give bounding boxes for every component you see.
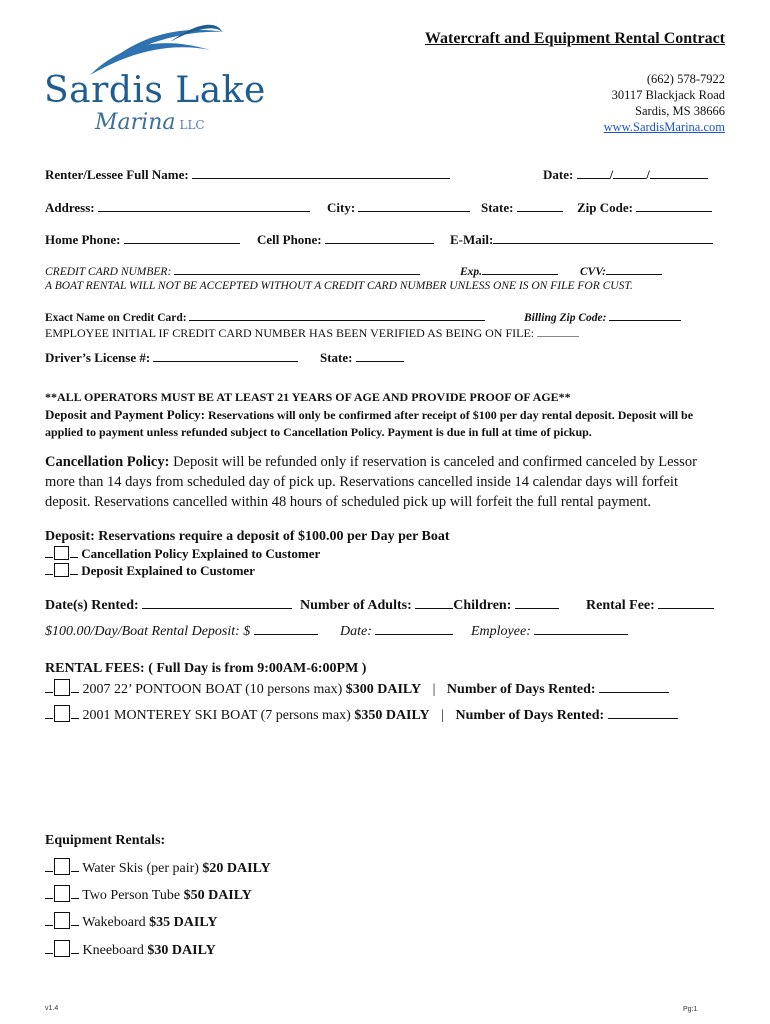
employee-initial-field[interactable] [537,326,579,337]
card-number-label: CREDIT CARD NUMBER: [45,266,172,278]
deposit-amount-label: $100.00/Day/Boat Rental Deposit: $ [45,624,251,639]
home-phone-label: Home Phone: [45,232,121,247]
deposit-check-row-1 [45,546,320,562]
license-label: Driver’s License #: [45,350,151,365]
pontoon-checkbox[interactable] [54,679,70,696]
deposit-date-row [340,622,453,640]
header-street: 30117 Blackjack Road [611,88,725,102]
credit-warning: A BOAT RENTAL WILL NOT BE ACCEPTED WITHOUT A CREDIT CARD NUMBER UNLESS ONE IS ON FILE FOR CUST. [45,280,633,292]
deposit-amount-row [45,622,318,640]
license-field[interactable] [153,349,298,362]
state-label: State: [481,200,514,215]
date-month-field[interactable] [577,166,610,179]
equipment-price: $30 DAILY [147,943,216,958]
page-title: Watercraft and Equipment Rental Contract [424,30,725,47]
employee-row [471,622,628,640]
zip-label: Zip Code: [577,200,633,215]
email-field[interactable] [493,231,713,244]
license-state-label: State: [320,350,353,365]
exp-label: Exp. [460,266,483,278]
deposit-explained-label: Deposit Explained to Customer [81,563,255,578]
city-row [327,199,470,216]
dates-rented-field[interactable] [142,596,292,609]
deposit-policy-title: Deposit and Payment Policy: [45,407,205,422]
deposit-heading: Deposit: Reservations require a deposit of $100.00 per Day per Boat [45,529,450,544]
equipment-name: Water Skis (per pair) [82,861,199,876]
equipment-name: Kneeboard [82,943,144,958]
adults-label: Number of Adults: [300,598,412,613]
wakeboard-checkbox[interactable] [54,912,70,929]
rental-fees-heading: RENTAL FEES: ( Full Day is from 9:00AM-6:00PM ) [45,661,367,676]
billing-zip-label: Billing Zip Code: [524,312,607,324]
boat-days-label: Number of Days Rented: [455,708,605,723]
city-label: City: [327,200,356,215]
version-label: v1.4 [45,1005,59,1012]
license-state-row [320,349,404,366]
license-row [45,349,298,366]
employee-initial-row [45,326,579,341]
children-label: Children: [453,598,512,613]
cell-phone-row [257,231,434,248]
card-number-field[interactable] [174,264,420,275]
header-phone: (662) 578-7922 [646,72,725,86]
water-skis-checkbox[interactable] [54,858,70,875]
page-number: Pg:1 [683,1006,698,1013]
date-row: Date: / / [543,166,708,183]
tube-checkbox[interactable] [54,885,70,902]
kneeboard-checkbox[interactable] [54,940,70,957]
card-number-row [45,264,420,278]
logo-name: Sardis Lake [44,70,266,111]
deposit-amount-field[interactable] [254,622,318,635]
cancellation-explained-checkbox[interactable] [54,546,69,560]
name-on-card-row [45,310,485,324]
employee-initial-label: EMPLOYEE INITIAL IF CREDIT CARD NUMBER HAS BEEN VERIFIED AS BEING ON FILE: [45,326,535,340]
equipment-price: $50 DAILY [183,888,252,903]
employee-label: Employee: [471,624,531,639]
license-state-field[interactable] [356,349,404,362]
deposit-check-row-2 [45,563,255,579]
cancellation-explained-label: Cancellation Policy Explained to Customer [81,546,321,561]
cvv-label: CVV: [580,266,606,278]
deposit-policy [45,406,725,441]
website-link[interactable]: www.SardisMarina.com [603,120,725,134]
boat-days-field[interactable] [608,706,678,719]
billing-zip-row [524,310,681,324]
address-field[interactable] [98,199,310,212]
city-field[interactable] [358,199,470,212]
cvv-field[interactable] [606,264,662,275]
boat-price: $300 DAILY [345,682,422,697]
dates-rented-label: Date(s) Rented: [45,598,139,613]
boat-days-field[interactable] [599,680,669,693]
equipment-item [45,858,271,877]
ski-boat-checkbox[interactable] [54,705,70,722]
deposit-policy-text: Reservations will only be confirmed after receipt of $100 per day rental deposit. Deposit will be applied to payment unless refunded subject to Cancellation Policy. Payment is due in full at time of pickup. [45,408,694,439]
logo-llc: LLC [179,118,205,132]
exp-field[interactable] [482,264,558,275]
date-year-field[interactable] [650,166,708,179]
equipment-price: $20 DAILY [202,861,271,876]
email-row [450,231,713,248]
equipment-item [45,940,216,959]
zip-row [577,199,712,216]
adults-field[interactable] [415,596,453,609]
renter-name-field[interactable] [192,166,450,179]
boat-name: 2007 22’ PONTOON BOAT (10 persons max) [82,682,343,697]
equipment-item [45,912,218,931]
logo-sub: Marina LLC [95,110,205,135]
cancellation-policy-text: Deposit will be refunded only if reservation is canceled and confirmed canceled by Lessor more than 14 days from scheduled day of pick up. Reservations cancelled inside 14 calendar days will forfeit deposit. Reservations cancelled within 48 hours of scheduled pick up will forfeit the full rental payment. [45,454,697,510]
cell-phone-label: Cell Phone: [257,232,322,247]
boat-row: 2001 MONTEREY SKI BOAT (7 persons max) $350 DAILY | Number of Days Rented: [45,705,678,724]
state-field[interactable] [517,199,563,212]
address-label: Address: [45,200,95,215]
cvv-row [580,264,662,278]
zip-field[interactable] [636,199,712,212]
exp-row [460,264,558,278]
rental-fee-row [586,596,714,614]
renter-name-row [45,166,450,183]
cancellation-policy-title: Cancellation Policy: [45,454,170,470]
header-city: Sardis, MS 38666 [635,104,725,118]
dates-rented-row [45,596,292,614]
rental-fee-label: Rental Fee: [586,598,655,613]
children-field[interactable] [515,596,559,609]
state-row [481,199,563,216]
home-phone-row [45,231,240,248]
equipment-name: Wakeboard [82,915,146,930]
employee-field[interactable] [534,622,628,635]
equipment-item [45,885,252,904]
age-notice: **ALL OPERATORS MUST BE AT LEAST 21 YEARS OF AGE AND PROVIDE PROOF OF AGE** [45,390,571,404]
cancellation-policy [45,452,725,512]
date-label: Date: [543,167,574,182]
deposit-explained-checkbox[interactable] [54,563,69,577]
billing-zip-field[interactable] [609,310,681,321]
home-phone-field[interactable] [124,231,240,244]
address-row [45,199,310,216]
boat-row: 2007 22’ PONTOON BOAT (10 persons max) $300 DAILY | Number of Days Rented: [45,679,669,698]
email-label: E-Mail: [450,232,494,247]
boat-days-label: Number of Days Rented: [446,682,596,697]
renter-name-label: Renter/Lessee Full Name: [45,167,189,182]
name-on-card-field[interactable] [189,310,485,321]
boat-price: $350 DAILY [354,708,430,723]
boat-name: 2001 MONTEREY SKI BOAT (7 persons max) [82,708,351,723]
deposit-date-field[interactable] [375,622,453,635]
equipment-heading: Equipment Rentals: [45,833,166,848]
adults-row [300,596,559,614]
name-on-card-label: Exact Name on Credit Card: [45,312,187,324]
equipment-price: $35 DAILY [149,915,218,930]
cell-phone-field[interactable] [325,231,434,244]
deposit-date-label: Date: [340,624,372,639]
rental-fee-field[interactable] [658,596,714,609]
equipment-name: Two Person Tube [82,888,181,903]
date-day-field[interactable] [613,166,646,179]
